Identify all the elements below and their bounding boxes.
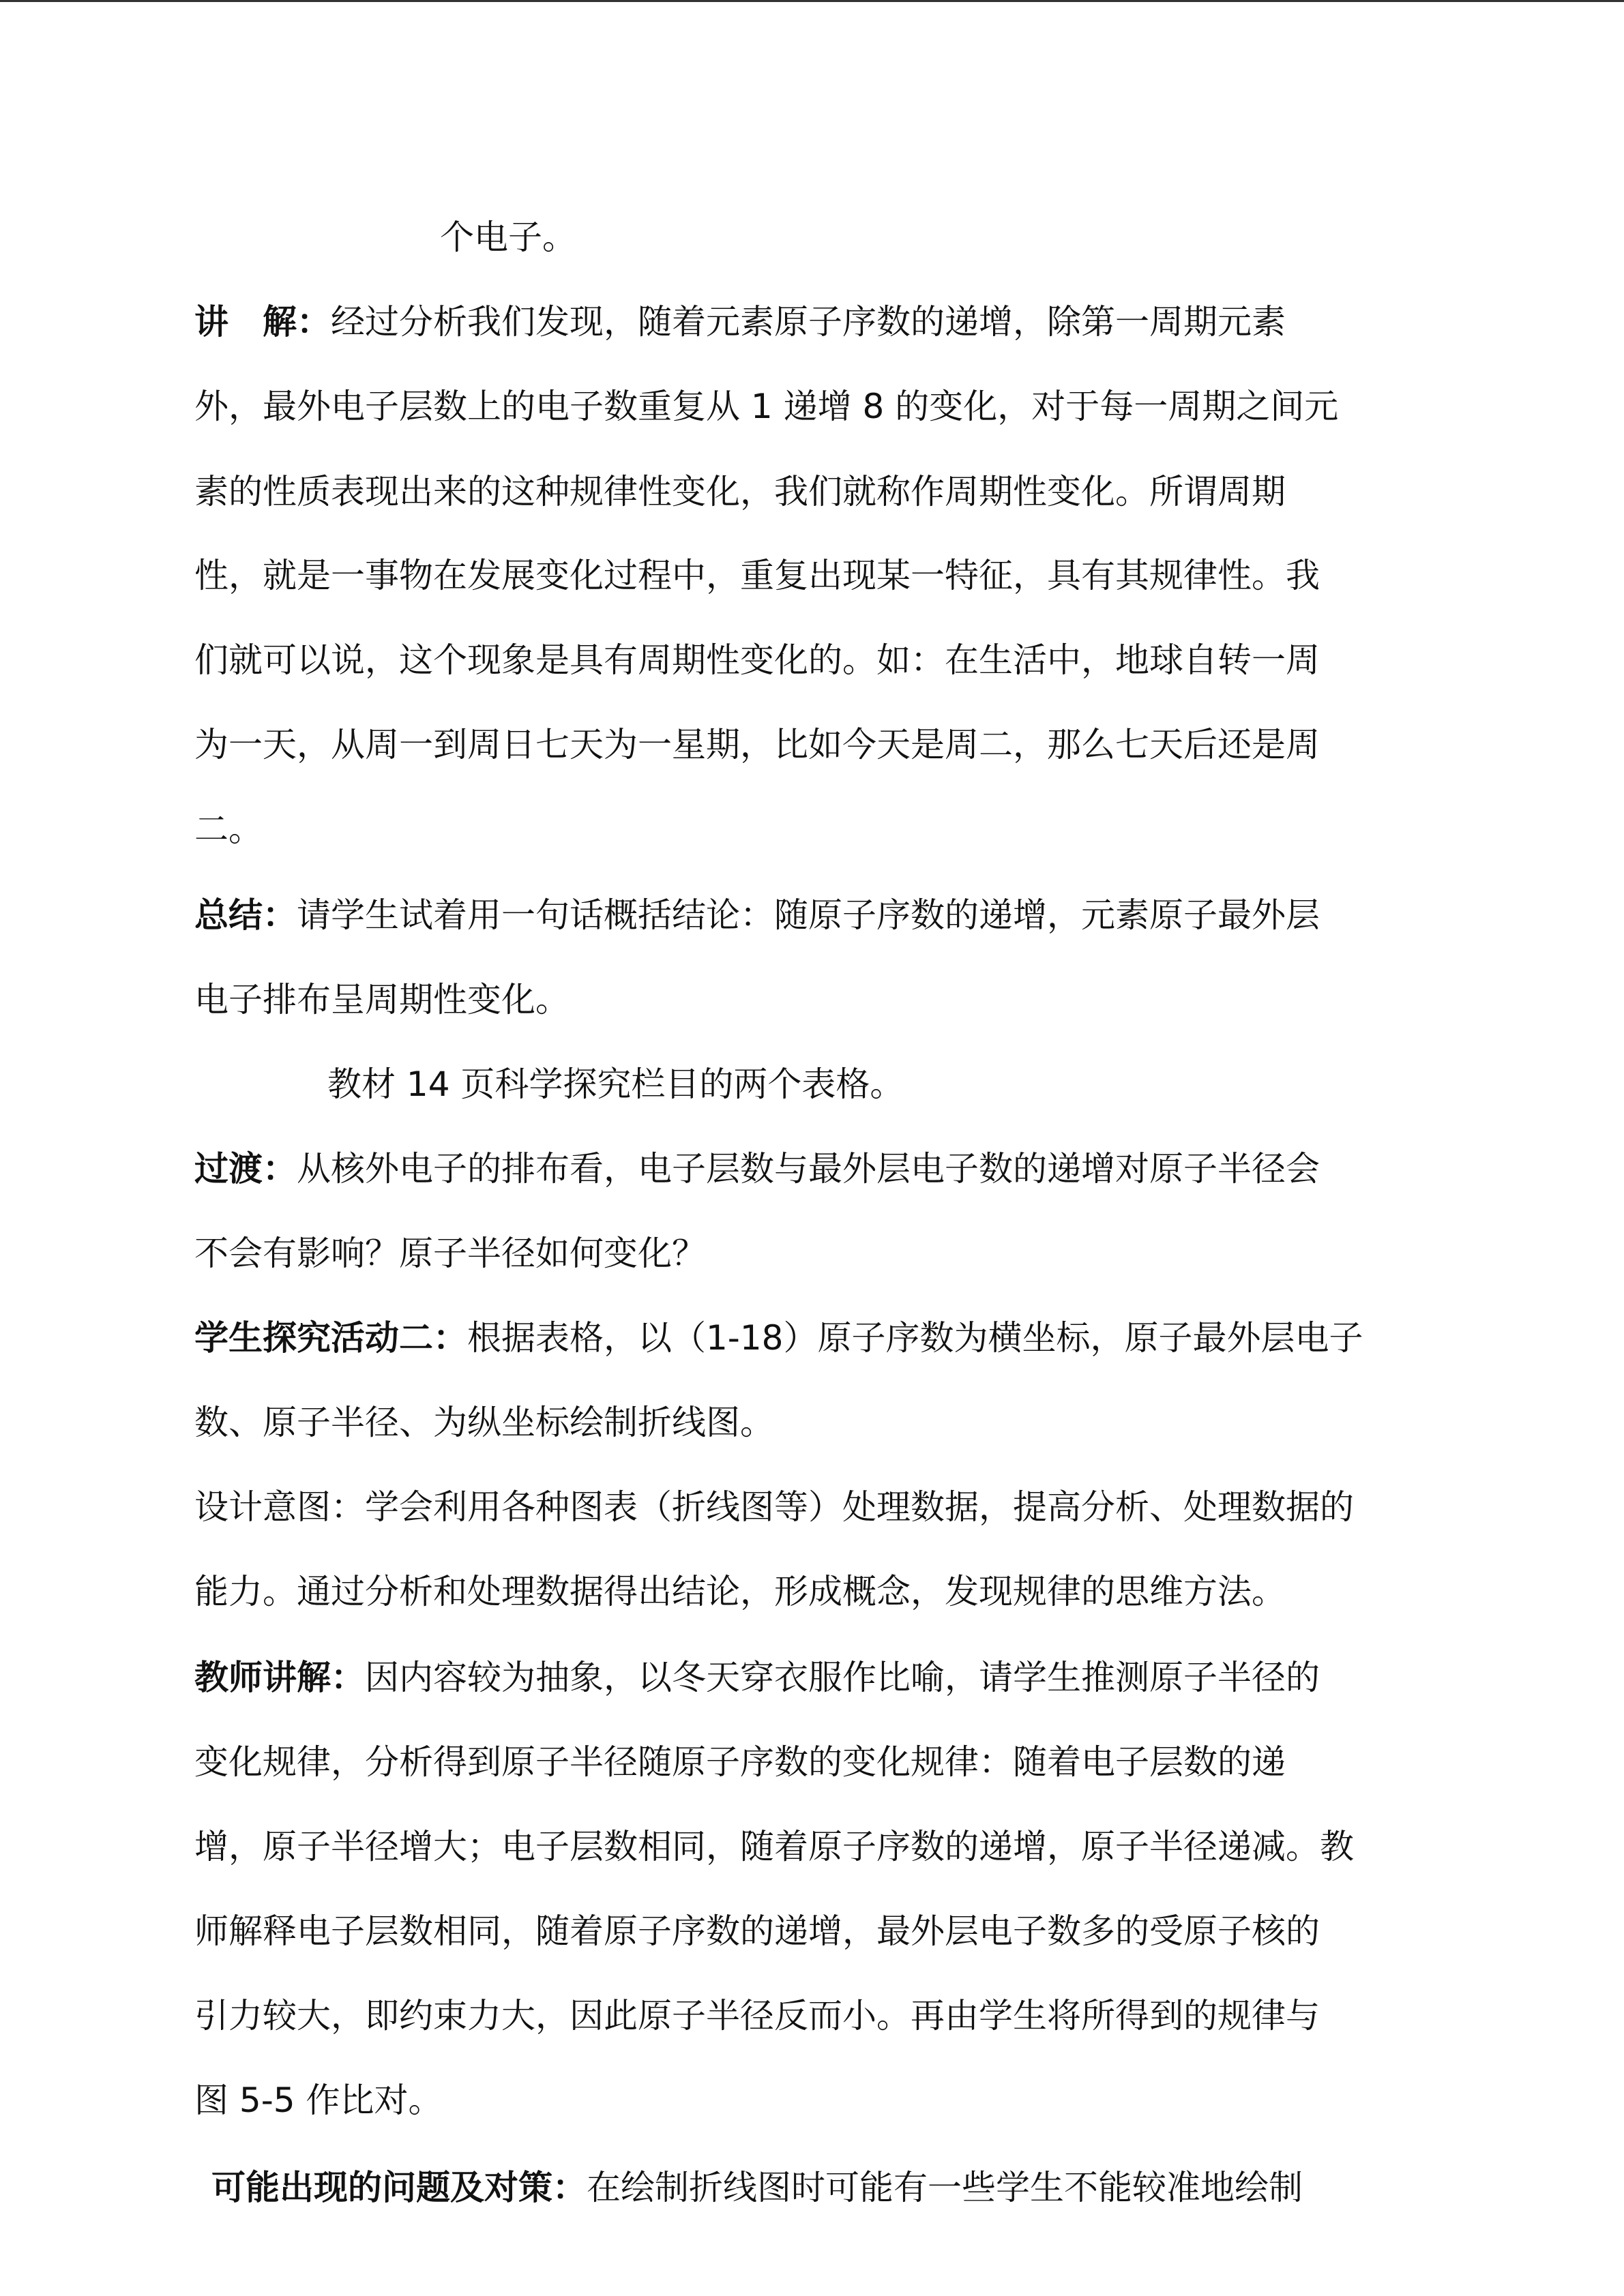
text-line (194, 1229, 1443, 1278)
body-text: 根据表格，以（1-18）原子序数为横坐标，原子最外层电子 (467, 1318, 1363, 1358)
body-text: 从核外电子的排布看，电子层数与最外层电子数的递增对原子半径会 (297, 1149, 1320, 1189)
body-text: 二。 (194, 809, 263, 849)
bold-lead-text: 学生探究活动二： (194, 1318, 467, 1358)
body-text: 师解释电子层数相同，随着原子序数的递增，最外层电子数多的受原子核的 (194, 1911, 1320, 1951)
body-text: 在绘制折线图时可能有一些学生不能较准地绘制 (587, 2168, 1303, 2207)
text-line (194, 1482, 1443, 1532)
body-text: 不会有影响？原子半径如何变化？ (194, 1234, 706, 1273)
body-text: 变化规律，分析得到原子半径随原子序数的变化规律：随着电子层数的递 (194, 1742, 1286, 1782)
body-text: 经过分析我们发现，随着元素原子序数的递增，除第一周期元素 (331, 302, 1286, 342)
text-line (194, 1991, 1443, 2040)
body-text: 性，就是一事物在发展变化过程中，重复出现某一特征，具有其规律性。我 (194, 556, 1320, 595)
body-text: 们就可以说，这个现象是具有周期性变化的。如：在生活中，地球自转一周 (194, 640, 1320, 680)
text-line (194, 213, 1624, 262)
text-line (194, 891, 1443, 940)
text-line (194, 382, 1443, 431)
body-text: 引力较大，即约束力大，因此原子半径反而小。再由学生将所得到的规律与 (194, 1996, 1320, 2036)
body-text: 设计意图：学会利用各种图表（折线图等）处理数据，提高分析、处理数据的 (194, 1487, 1354, 1527)
body-text: 图 5-5 作比对。 (194, 2081, 443, 2120)
text-line (194, 551, 1443, 600)
body-text: 电子排布呈周期性变化。 (194, 980, 570, 1019)
text-line (194, 2076, 1443, 2125)
body-text: 增，原子半径增大；电子层数相同，随着原子序数的递增，原子半径递减。教 (194, 1827, 1354, 1866)
text-line (194, 1144, 1443, 1193)
text-line (194, 720, 1443, 769)
text-line (194, 1060, 1576, 1109)
bold-lead-text: 总结： (194, 895, 297, 935)
text-line (194, 805, 1443, 854)
text-line (194, 1567, 1443, 1616)
text-line (194, 1398, 1443, 1447)
body-text: 教材 14 页科学探究栏目的两个表格。 (327, 1064, 904, 1104)
text-line (194, 1822, 1443, 1871)
body-text: 外，最外电子层数上的电子数重复从 1 递增 8 的变化，对于每一周期之间元 (194, 387, 1339, 426)
text-line (194, 467, 1443, 516)
bold-lead-text: 讲 解： (194, 302, 331, 342)
bold-lead-text: 可能出现的问题及对策： (211, 2168, 587, 2207)
text-line (194, 1653, 1443, 1702)
body-text: 为一天，从周一到周日七天为一星期，比如今天是周二，那么七天后还是周 (194, 725, 1320, 764)
body-text: 素的性质表现出来的这种规律性变化，我们就称作周期性变化。所谓周期 (194, 472, 1286, 511)
text-line (194, 1313, 1443, 1362)
text-line (194, 297, 1443, 346)
body-text: 请学生试着用一句话概括结论：随原子序数的递增，元素原子最外层 (297, 895, 1320, 935)
text-line (194, 636, 1443, 685)
bold-lead-text: 过渡： (194, 1149, 297, 1189)
text-line (194, 1907, 1443, 1956)
body-text: 能力。通过分析和处理数据得出结论，形成概念，发现规律的思维方法。 (194, 1572, 1286, 1611)
body-text: 个电子。 (440, 218, 576, 257)
text-line (194, 2163, 1460, 2212)
bold-lead-text: 教师讲解： (194, 1658, 365, 1697)
text-line (194, 1738, 1443, 1787)
body-text: 数、原子半径、为纵坐标绘制折线图。 (194, 1403, 774, 1442)
body-text: 因内容较为抽象，以冬天穿衣服作比喻，请学生推测原子半径的 (365, 1658, 1320, 1697)
text-line (194, 975, 1443, 1024)
